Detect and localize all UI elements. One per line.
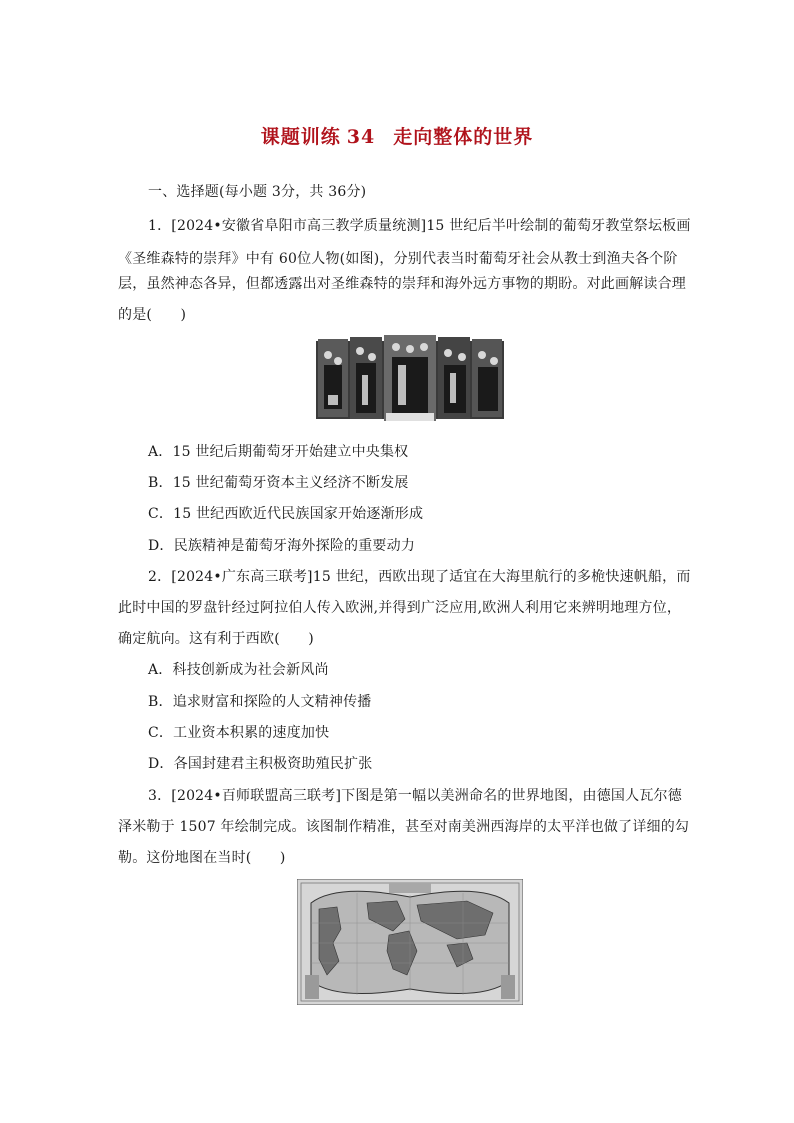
q2-option-b: B．追求财富和探险的人文精神传播: [148, 694, 372, 710]
title-topic: 走向整体的世界: [393, 126, 534, 148]
q3-line-3: 勒。这份地图在当时( ): [118, 850, 286, 866]
altarpiece-painting-image: [316, 335, 504, 425]
q2-line-2: 此时中国的罗盘针经过阿拉伯人传入欧洲,并得到广泛应用,欧洲人利用它来辨明地理方位，: [118, 600, 682, 616]
q3-line-1: 3．[2024•百师联盟高三联考]下图是第一幅以美洲命名的世界地图，由德国人瓦尔德: [148, 788, 682, 804]
title-number: 34: [346, 126, 376, 148]
q1-option-d: D．民族精神是葡萄牙海外探险的重要动力: [148, 538, 416, 554]
world-map-1507-image: [297, 879, 523, 1005]
q1-option-a: A．15 世纪后期葡萄牙开始建立中央集权: [148, 444, 409, 460]
section-heading: 一、选择题(每小题 3分，共 36分): [148, 184, 367, 200]
page-title: [0, 122, 794, 149]
q3-line-2: 泽米勒于 1507 年绘制完成。该图制作精准，甚至对南美洲西海岸的太平洋也做了详细的勾: [118, 819, 690, 835]
q2-option-c: C．工业资本积累的速度加快: [148, 725, 330, 741]
q1-line-1: 1．[2024•安徽省阜阳市高三教学质量统测]15 世纪后半叶绘制的葡萄牙教堂祭坛板画: [148, 218, 691, 234]
q2-option-d: D．各国封建君主积极资助殖民扩张: [148, 756, 373, 772]
title-prefix: 课题训练: [260, 126, 341, 148]
q1-line-2: 《圣维森特的崇拜》中有 60位人物(如图)，分别代表当时葡萄牙社会从教士到渔夫各个阶: [118, 251, 678, 267]
q1-line-3: 层，虽然神态各异，但都透露出对圣维森特的崇拜和海外远方事物的期盼。对此画解读合理: [118, 276, 686, 292]
q1-option-c: C．15 世纪西欧近代民族国家开始逐渐形成: [148, 506, 424, 522]
q2-line-3: 确定航向。这有利于西欧( ): [118, 631, 314, 647]
q1-line-4: 的是( ): [118, 307, 187, 323]
q1-option-b: B．15 世纪葡萄牙资本主义经济不断发展: [148, 475, 409, 491]
q2-line-1: 2．[2024•广东高三联考]15 世纪，西欧出现了适宜在大海里航行的多桅快速帆船，而: [148, 569, 691, 585]
q2-option-a: A．科技创新成为社会新风尚: [148, 662, 329, 678]
